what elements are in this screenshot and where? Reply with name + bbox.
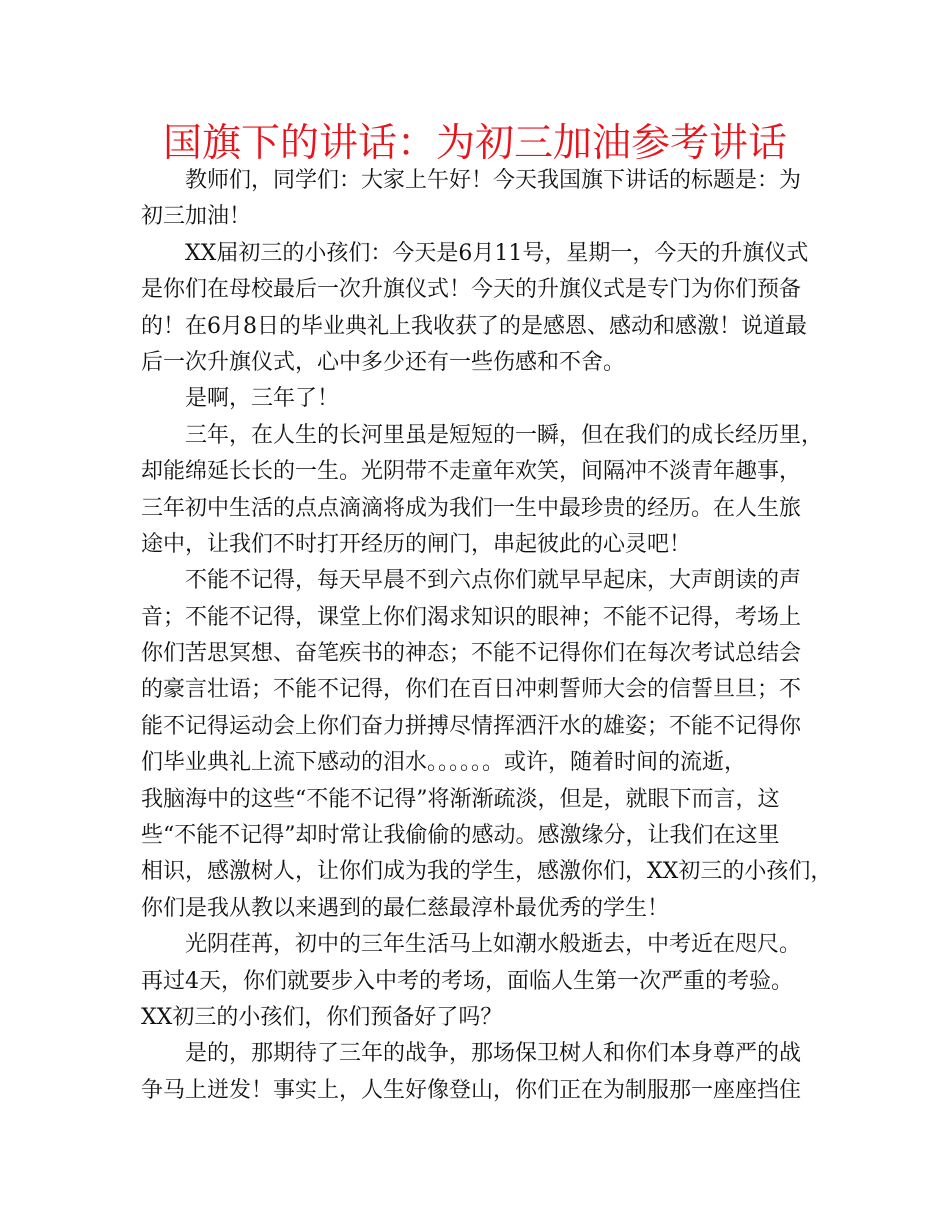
paragraph-line: XX初三的小孩们，你们预备好了吗？ (141, 1004, 503, 1030)
document-body (141, 163, 833, 1109)
paragraph-line: 途中，让我们不时打开经历的闸门，串起彼此的心灵吧！ (141, 531, 692, 557)
paragraph-line: 后一次升旗仪式，心中多少还有一些伤感和不舍。 (141, 349, 626, 375)
paragraph-line: 的豪言壮语；不能不记得，你们在百日冲刺誓师大会的信誓旦旦；不 (141, 677, 802, 703)
paragraph-line: 们毕业典礼上流下感动的泪水。。。。。。或许，随着时间的流逝， (141, 750, 747, 776)
document-title: 国旗下的讲话：为初三加油参考讲话 (162, 121, 787, 166)
paragraph-line: 相识，感激树人，让你们成为我的学生，感激你们，XX初三的小孩们， (141, 859, 833, 885)
paragraph-line: 些“不能不记得”却时常让我偷偷的感动。感激缘分，让我们在这里 (141, 823, 780, 849)
paragraph-line: 教师们，同学们：大家上午好！今天我国旗下讲话的标题是：为 (185, 168, 802, 193)
paragraph-line: 光阴荏苒，初中的三年生活马上如潮水般逝去，中考近在咫尺。 (185, 932, 802, 958)
paragraph-line: 你们是我从教以来遇到的最仁慈最淳朴最优秀的学生！ (141, 895, 670, 921)
paragraph-line: 的！在6月8日的毕业典礼上我收获了的是感恩、感动和感激！说道最 (141, 313, 807, 339)
paragraph-line: XX届初三的小孩们：今天是6月11号，星期一，今天的升旗仪式 (185, 240, 809, 266)
paragraph-line: 音；不能不记得，课堂上你们渴求知识的眼神；不能不记得，考场上 (141, 604, 802, 630)
paragraph-line: 三年，在人生的长河里虽是短短的一瞬，但在我们的成长经历里， (185, 422, 824, 448)
paragraph-line: 初三加油！ (141, 204, 252, 230)
paragraph-line: 是啊，三年了！ (185, 386, 340, 412)
paragraph-line: 再过4天，你们就要步入中考的考场，面临人生第一次严重的考验。 (141, 968, 793, 994)
paragraph-line: 三年初中生活的点点滴滴将成为我们一生中最珍贵的经历。在人生旅 (141, 495, 802, 521)
paragraph-line: 不能不记得，每天早晨不到六点你们就早早起床，大声朗读的声 (185, 568, 802, 594)
paragraph-line: 是你们在母校最后一次升旗仪式！今天的升旗仪式是专门为你们预备 (141, 277, 802, 303)
paragraph-line: 是的，那期待了三年的战争，那场保卫树人和你们本身尊严的战 (185, 1041, 802, 1067)
paragraph-line: 争马上迸发！事实上，人生好像登山，你们正在为制服那一座座挡住 (141, 1077, 802, 1103)
paragraph-line: 却能绵延长长的一生。光阴带不走童年欢笑，间隔冲不淡青年趣事， (141, 459, 802, 485)
paragraph-line: 你们苦思冥想、奋笔疾书的神态；不能不记得你们在每次考试总结会 (141, 641, 802, 667)
paragraph-line: 我脑海中的这些“不能不记得”将渐渐疏淡，但是，就眼下而言，这 (141, 786, 780, 812)
paragraph-line: 能不记得运动会上你们奋力拼搏尽情挥洒汗水的雄姿；不能不记得你 (141, 713, 802, 739)
